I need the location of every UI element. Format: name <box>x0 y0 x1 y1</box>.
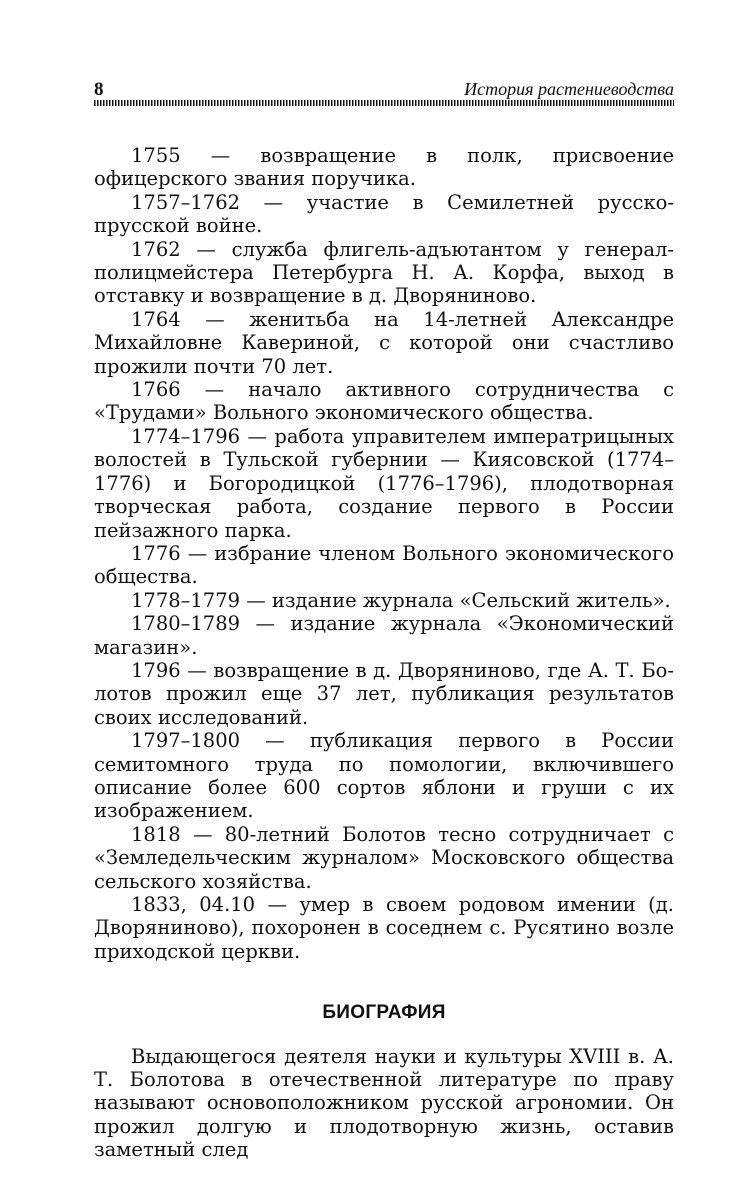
chronology-entry: 1833, 04.10 — умер в своем родовом имении (д. Дворяниново), похоронен в соседнем с. Русятино возле приходской церкви. <box>94 893 674 963</box>
page-number: 8 <box>94 79 104 100</box>
chronology-entry: 1796 — возвращение в д. Дворяниново, где А. Т. Болотов прожил еще 37 лет, публикация результатов своих исследований. <box>94 658 674 729</box>
chronology-list <box>94 144 674 963</box>
chronology-entry: 1818 — 80-летний Болотов тесно сотрудничает с «Земледельческим журналом» Московского общества сельского хозяйства. <box>94 822 674 893</box>
page-header <box>94 79 674 101</box>
chronology-entry: 1755 — возвращение в полк, присвоение офицерского звания поручика. <box>94 144 674 191</box>
chronology-entry: 1766 — начало активного сотрудничества с «Трудами» Вольного экономического общества. <box>94 378 674 425</box>
chronology-entry: 1776 — избрание членом Вольного экономического общества. <box>94 541 674 589</box>
header-rule <box>94 100 674 106</box>
chronology-entry: 1780–1789 — издание журнала «Экономический магазин». <box>94 612 674 659</box>
biography-paragraph: Выдающегося деятеля науки и культуры XVIII в. А. Т. Болотова в отечественной литературе по праву называют основоположником русской агрономии. Он прожил долгую и плодотворную жизнь, оставив заметный след <box>94 1044 674 1162</box>
chronology-entry: 1774–1796 — работа управителем императрицыных волостей в Тульской губернии — Киясовской (1774–1776) и Богородицкой (1776–1796), плодотворная творческая работа, создание первого в России пейзажного парка. <box>94 424 674 542</box>
page-content <box>94 144 674 1162</box>
chronology-entry: 1797–1800 — публикация первого в России семитомного труда по помологии, включившего описание более 600 сортов яблони и груши с их изображением. <box>94 729 674 823</box>
section-heading: БИОГРАФИЯ <box>322 1002 446 1024</box>
chronology-entry: 1764 — женитьба на 14-летней Александре Михайловне Кавериной, с которой они счастливо прожили почти 70 лет. <box>94 307 674 378</box>
chronology-entry: 1762 — служба флигель-адъютантом у генерал-полицмейстера Петербурга Н. А. Корфа, выход в отставку и возвращение в д. Дворяниново. <box>94 237 674 308</box>
chronology-entry: 1757–1762 — участие в Семилетней русско-прусской войне. <box>94 190 674 238</box>
chronology-entry: 1778–1779 — издание журнала «Сельский житель». <box>131 588 671 612</box>
running-title: История растениеводства <box>464 79 674 99</box>
